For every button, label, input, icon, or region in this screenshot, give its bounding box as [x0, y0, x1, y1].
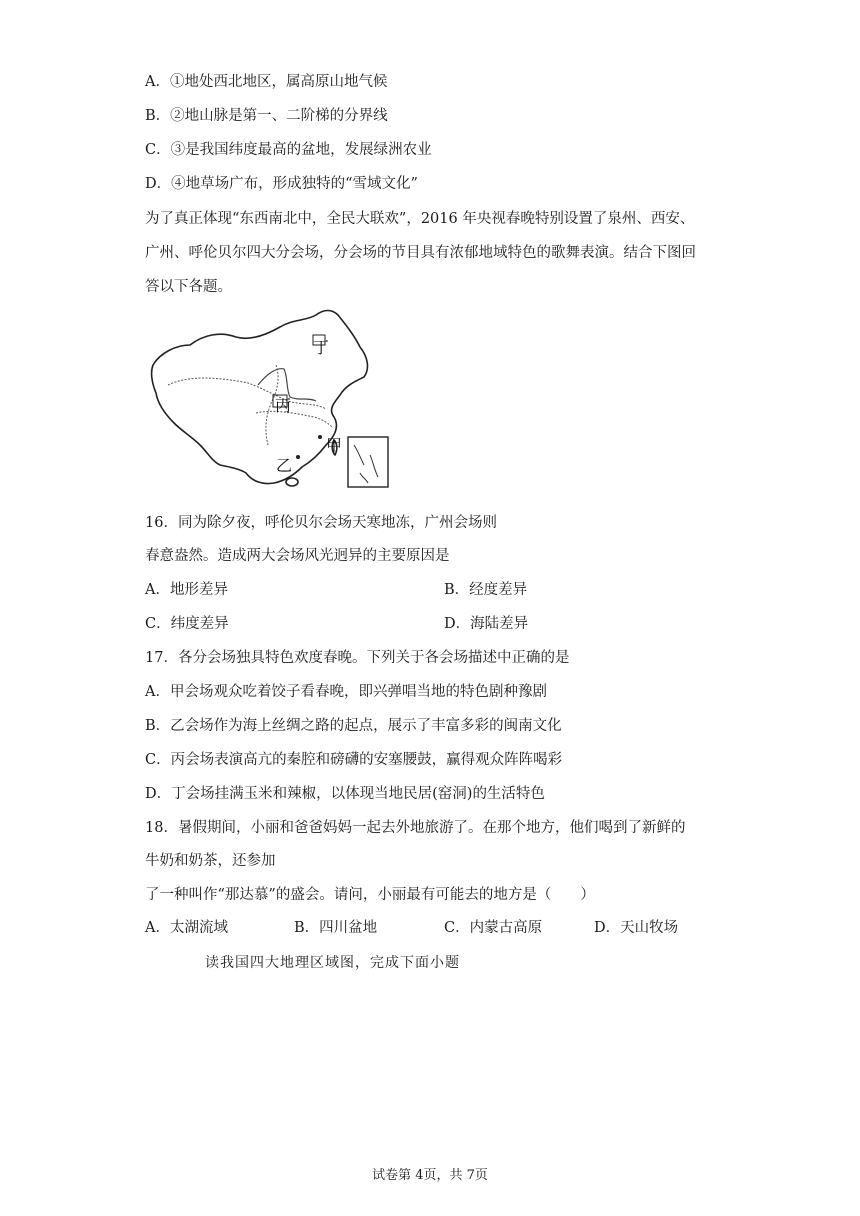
map-label-bing: 丙 — [275, 396, 292, 415]
map-label-yi: 乙 — [276, 456, 293, 475]
q18-option-c: C．内蒙古高原 — [444, 920, 543, 936]
q18-stem-line-2: 牛奶和奶茶，还参加 — [145, 853, 276, 869]
q17-option-c: C．丙会场表演高亢的秦腔和磅礴的安塞腰鼓，赢得观众阵阵喝彩 — [145, 752, 563, 768]
china-map-figure — [148, 305, 390, 489]
q18-option-b: B．四川盆地 — [294, 920, 378, 936]
q18-option-d: D．天山牧场 — [594, 920, 679, 936]
q15-option-a: A．①地处西北地区，属高原山地气候 — [145, 74, 388, 90]
map-outline — [152, 311, 368, 484]
q15-option-b: B．②地山脉是第一、二阶梯的分界线 — [145, 108, 388, 124]
q16-option-a: A．地形差异 — [145, 582, 228, 598]
map-label-jia: 甲 — [326, 436, 343, 455]
map-label-ding: 丁 — [313, 338, 330, 357]
q17-option-d: D．丁会场挂满玉米和辣椒，以体现当地民居(窑洞)的生活特色 — [145, 786, 545, 802]
q16-option-d: D．海陆差异 — [444, 616, 529, 632]
jia-marker — [318, 435, 322, 439]
page-footer: 试卷第 4页，共 7页 — [372, 1168, 488, 1183]
q16-option-c: C．纬度差异 — [145, 616, 229, 632]
q16-stem-line-2: 春意盎然。造成两大会场风光迥异的主要原因是 — [145, 548, 450, 564]
q17-option-a: A．甲会场观众吃着饺子看春晚，即兴弹唱当地的特色剧种豫剧 — [145, 684, 547, 700]
q15-option-d: D．④地草场广布，形成独特的“雪域文化” — [145, 176, 418, 192]
south-china-sea-inset — [348, 437, 388, 487]
q15-option-c: C．③是我国纬度最高的盆地，发展绿洲农业 — [145, 142, 432, 158]
q16-option-b: B．经度差异 — [444, 582, 528, 598]
intro-line-3: 答以下各题。 — [145, 279, 232, 295]
q17-option-b: B．乙会场作为海上丝绸之路的起点，展示了丰富多彩的闽南文化 — [145, 718, 562, 734]
intro-line-1: 为了真正体现“东西南北中，全民大联欢”，2016 年央视春晚特别设置了泉州、西安、 — [145, 211, 695, 227]
q16-stem-line-1: 16．同为除夕夜，呼伦贝尔会场天寒地冻，广州会场则 — [145, 515, 497, 531]
yi-marker — [296, 455, 300, 459]
q18-stem-line-3: 了一种叫作“那达慕”的盛会。请问，小丽最有可能去的地方是（ ） — [145, 887, 595, 903]
next-figure-caption: 读我国四大地理区域图，完成下面小题 — [205, 955, 460, 971]
hainan-island — [286, 478, 298, 486]
q18-stem-line-1: 18．暑假期间，小丽和爸爸妈妈一起去外地旅游了。在那个地方，他们喝到了新鲜的 — [145, 820, 686, 836]
north-south-boundary — [168, 378, 326, 409]
q17-stem: 17．各分会场独具特色欢度春晚。下列关于各会场描述中正确的是 — [145, 650, 570, 666]
q18-option-a: A．太湖流域 — [145, 920, 228, 936]
intro-line-2: 广州、呼伦贝尔四大分会场，分会场的节目具有浓郁地域特色的歌舞表演。结合下图回 — [145, 245, 696, 261]
